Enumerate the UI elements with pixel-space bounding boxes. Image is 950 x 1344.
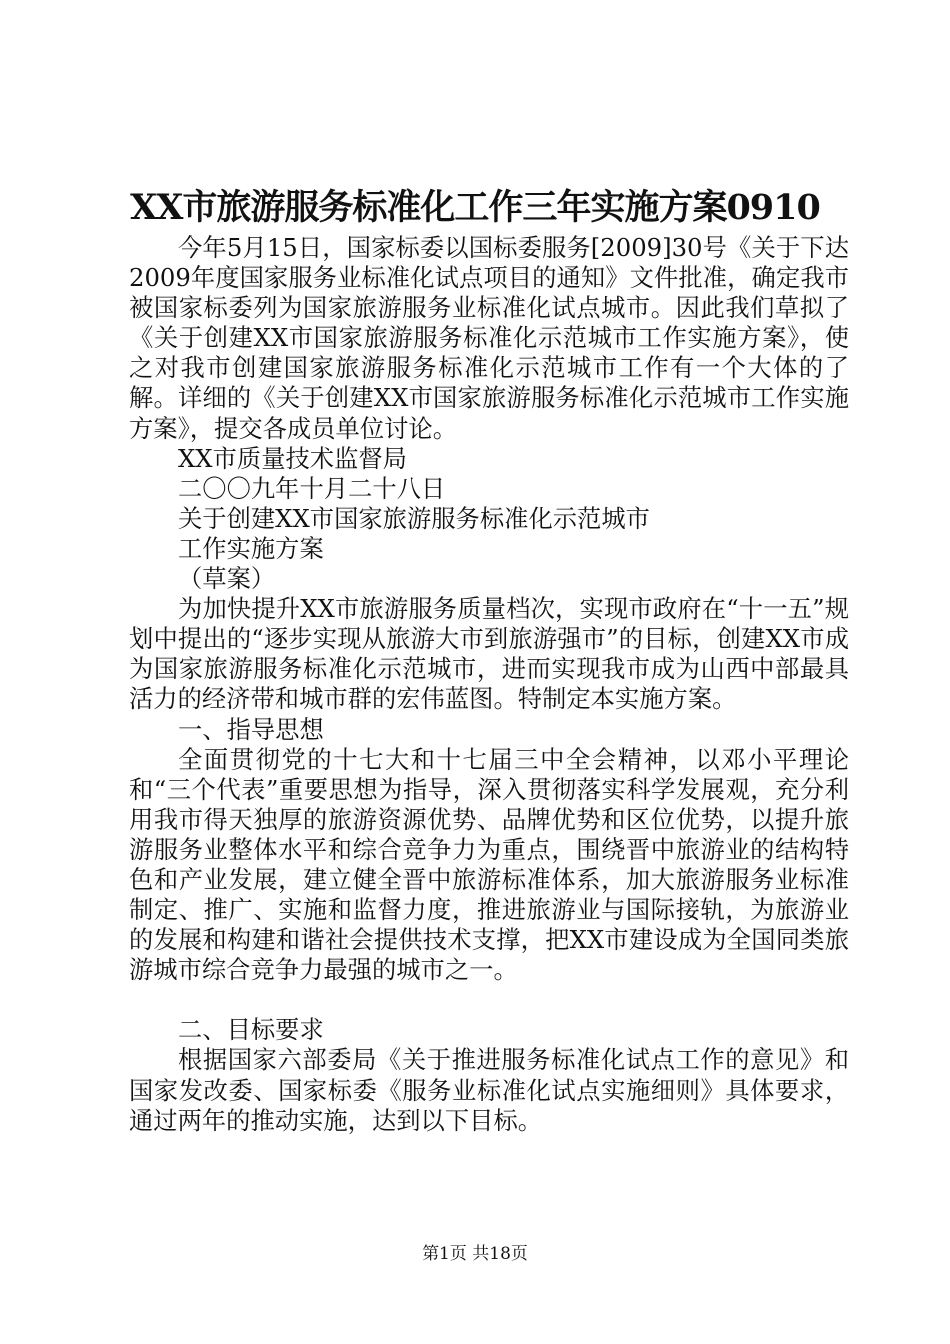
subtitle-line-1: 关于创建XX市国家旅游服务标准化示范城市 bbox=[178, 503, 650, 533]
paragraph-intro: 今年5月15日，国家标委以国标委服务[2009]30号《关于下达2009年度国家服务业标准化试点项目的通知》文件批准，确定我市被国家标委列为国家旅游服务业标准化试点城市。因此我们草拟了《关于创建XX市国家旅游服务标准化示范城市工作实施方案》，使之对我市创建国家旅游服务标准化示范城市工作有一个大体的了解。详细的《关于创建XX市国家旅游服务标准化示范城市工作实施方案》，提交各成员单位讨论。 bbox=[129, 233, 849, 443]
document-title: XX市旅游服务标准化工作三年实施方案0910 bbox=[130, 187, 820, 228]
subtitle-line-2: 工作实施方案 bbox=[178, 533, 324, 563]
page-footer: 第1页 共18页 bbox=[422, 1244, 528, 1264]
paragraph-targets: 根据国家六部委局《关于推进服务标准化试点工作的意见》和国家发改委、国家标委《服务业标准化试点实施细则》具体要求，通过两年的推动实施，达到以下目标。 bbox=[129, 1045, 849, 1135]
section-heading-2: 二、目标要求 bbox=[178, 1015, 324, 1045]
draft-label: （草案） bbox=[178, 564, 276, 594]
document-body bbox=[129, 233, 849, 1136]
date-line: 二〇〇九年十月二十八日 bbox=[178, 473, 446, 503]
paragraph-guiding-ideology: 全面贯彻党的十七大和十七届三中全会精神，以邓小平理论和“三个代表”重要思想为指导，深入贯彻落实科学发展观，充分利用我市得天独厚的旅游资源优势、品牌优势和区位优势，以提升旅游服务业整体水平和综合竞争力为重点，围绕晋中旅游业的结构特色和产业发展，建立健全晋中旅游标准体系，加大旅游服务业标准制定、推广、实施和监督力度，推进旅游业与国际接轨，为旅游业的发展和构建和谐社会提供技术支撑，把XX市建设成为全国同类旅游城市综合竞争力最强的城市之一。 bbox=[129, 744, 849, 985]
blank-line bbox=[129, 985, 849, 1015]
section-heading-1: 一、指导思想 bbox=[178, 714, 324, 744]
paragraph-purpose: 为加快提升XX市旅游服务质量档次，实现市政府在“十一五”规划中提出的“逐步实现从旅游大市到旅游强市”的目标，创建XX市成为国家旅游服务标准化示范城市，进而实现我市成为山西中部最具活力的经济带和城市群的宏伟蓝图。特制定本实施方案。 bbox=[129, 594, 849, 714]
issuer-line: XX市质量技术监督局 bbox=[178, 443, 407, 473]
